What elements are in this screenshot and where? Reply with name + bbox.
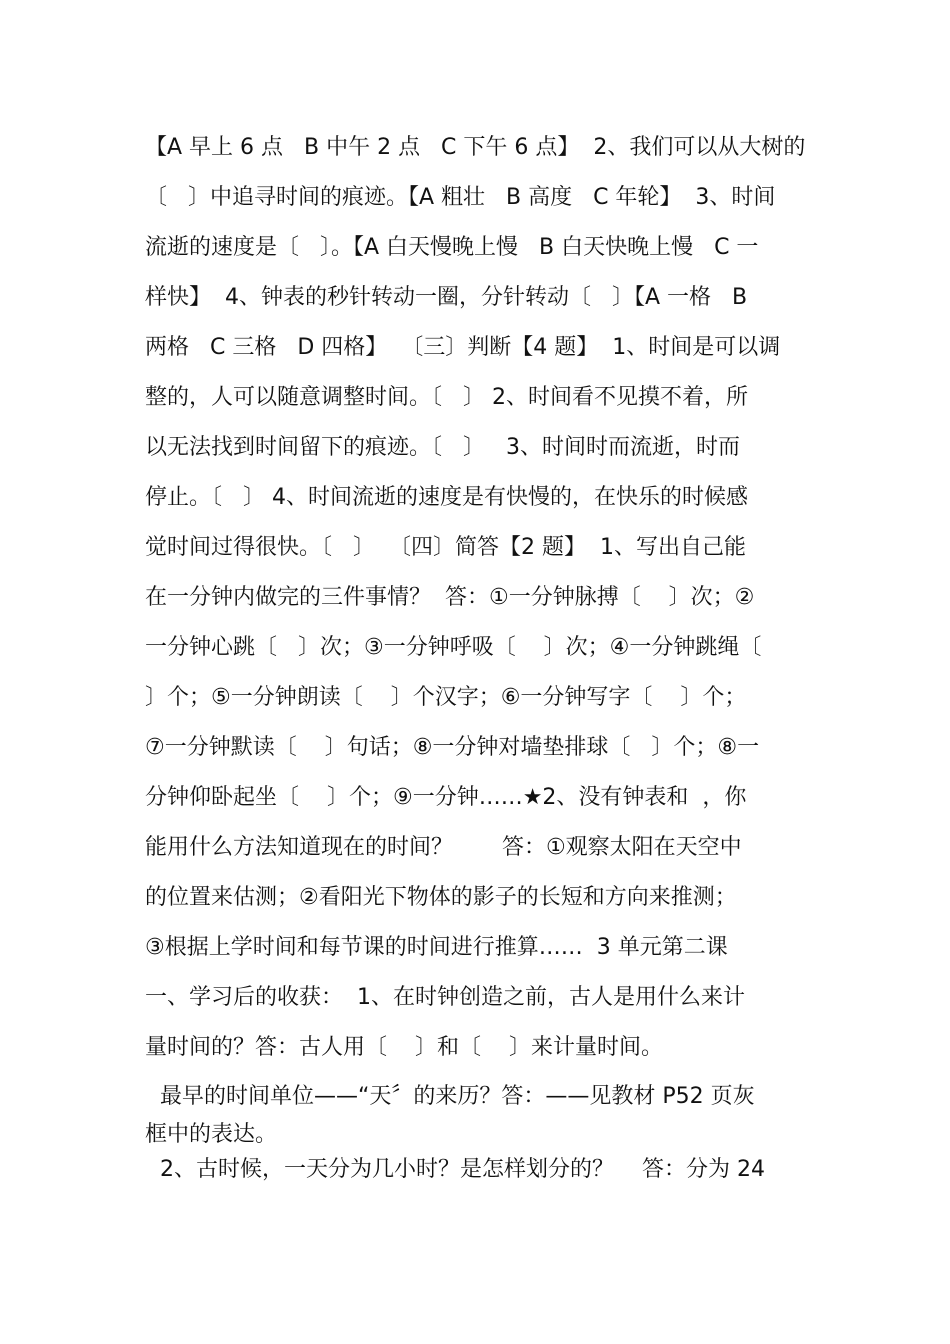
text-line: 最早的时间单位——“天〞的来历？答：——见教材 P52 页灰 bbox=[160, 1084, 755, 1109]
text-line: 一、学习后的收获： 1、在时钟创造之前，古人是用什么来计 bbox=[145, 985, 745, 1010]
text-line: 分钟仰卧起坐〔 〕个；⑨一分钟……★2、没有钟表和 ，你 bbox=[145, 785, 747, 810]
text-line: 框中的表达。 bbox=[145, 1122, 278, 1147]
text-line: 停止。〔 〕 4、时间流逝的速度是有快慢的，在快乐的时候感 bbox=[145, 485, 748, 510]
text-line: 【A 早上 6 点 B 中午 2 点 C 下午 6 点】 2、我们可以从大树的 bbox=[145, 135, 806, 160]
text-line: 一分钟心跳〔 〕次；③一分钟呼吸〔 〕次；④一分钟跳绳〔 bbox=[145, 635, 762, 660]
text-line: 2、古时候，一天分为几小时？是怎样划分的？ 答：分为 24 bbox=[160, 1157, 765, 1182]
text-line: 整的，人可以随意调整时间。〔 〕 2、时间看不见摸不着，所 bbox=[145, 385, 748, 410]
text-line: ③根据上学时间和每节课的时间进行推算…… 3 单元第二课 bbox=[145, 935, 728, 960]
text-line: 的位置来估测；②看阳光下物体的影子的长短和方向来推测； bbox=[145, 885, 737, 910]
text-line: 能用什么方法知道现在的时间？ 答：①观察太阳在天空中 bbox=[145, 835, 742, 860]
text-line: 〔 〕中追寻时间的痕迹。【A 粗壮 B 高度 C 年轮】 3、时间 bbox=[145, 185, 776, 210]
text-line: ⑦一分钟默读〔 〕句话；⑧一分钟对墙垫排球〔 〕个；⑧一 bbox=[145, 735, 760, 760]
text-line: 量时间的？答：古人用〔 〕和〔 〕来计量时间。 bbox=[145, 1035, 663, 1060]
text-line: 流逝的速度是〔 〕。【A 白天慢晚上慢 B 白天快晚上慢 C 一 bbox=[145, 235, 759, 260]
text-line: 在一分钟内做完的三件事情？ 答：①一分钟脉搏〔 〕次；② bbox=[145, 585, 755, 610]
text-line: 〕个；⑤一分钟朗读〔 〕个汉字；⑥一分钟写字〔 〕个； bbox=[145, 685, 747, 710]
text-line: 以无法找到时间留下的痕迹。〔 〕 3、时间时而流逝，时而 bbox=[145, 435, 740, 460]
text-line: 觉时间过得很快。〔 〕 〔四〕简答【2 题】 1、写出自己能 bbox=[145, 535, 746, 560]
text-line: 两格 C 三格 D 四格】 〔三〕判断【4 题】 1、时间是可以调 bbox=[145, 335, 781, 360]
text-line: 样快】 4、钟表的秒针转动一圈，分针转动〔 〕【A 一格 B bbox=[145, 285, 748, 310]
